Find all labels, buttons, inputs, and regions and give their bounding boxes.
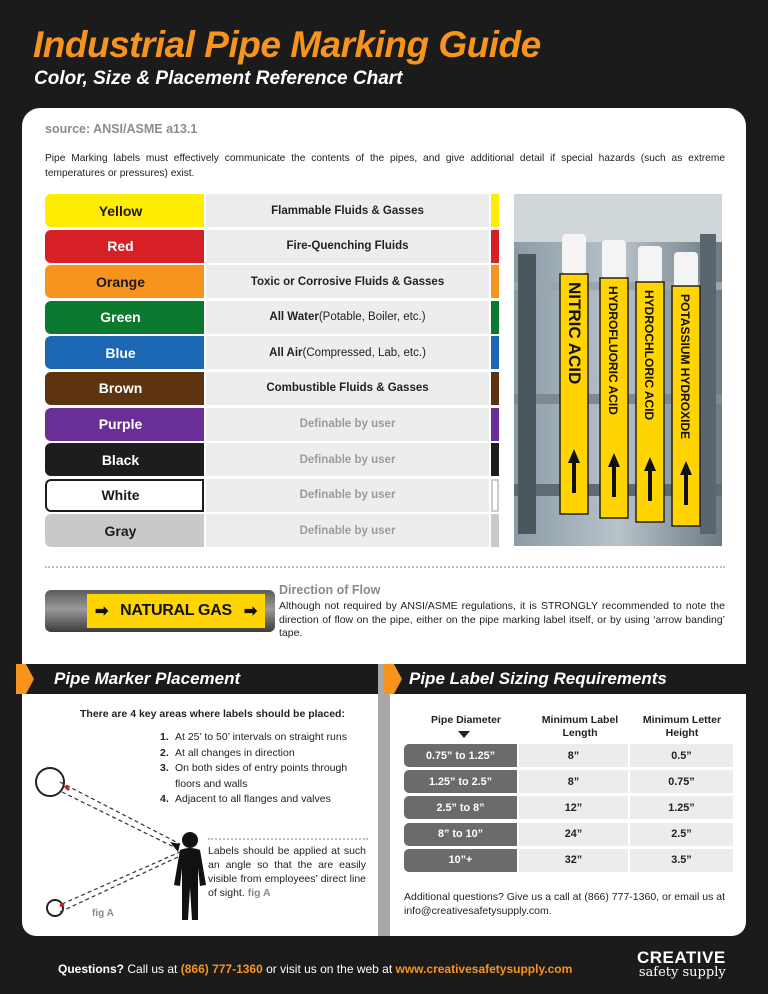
color-swatch: Yellow (45, 194, 204, 227)
placement-note: Labels should be applied at such an angle so that the are easily visible from employees’ direct line of sight. fig A (208, 845, 366, 899)
letter-height-cell: 2.5” (630, 823, 733, 846)
color-swatch: Purple (45, 408, 204, 441)
col-pipe-diameter: Pipe Diameter (430, 714, 502, 726)
color-row-white (45, 479, 499, 512)
fig-a-caption: fig A (92, 908, 114, 919)
color-description: Combustible Fluids & Gasses (206, 372, 489, 405)
color-swatch: Brown (45, 372, 204, 405)
color-row-green (45, 301, 499, 334)
color-description: All Air (Compressed, Lab, etc.) (206, 336, 489, 369)
source-citation: source: ANSI/ASME a13.1 (45, 122, 198, 136)
pipe-label-text: HYDROCHLORIC ACID (642, 290, 656, 421)
arrow-right-icon: ➡ (95, 603, 109, 620)
color-description: Definable by user (206, 443, 489, 476)
color-description: Toxic or Corrosive Fluids & Gasses (206, 265, 489, 298)
creative-safety-supply-logo: CREATIVE safety supply (637, 948, 726, 980)
placement-intro: There are 4 key areas where labels should be placed: (80, 708, 345, 720)
placement-header (22, 664, 378, 694)
pipe-label-text: NITRIC ACID (565, 282, 584, 385)
fig-a-reference: fig A (247, 887, 271, 899)
natural-gas-text: NATURAL GAS (120, 602, 232, 619)
placement-item: 4. Adjacent to all flanges and valves (160, 793, 331, 805)
page-subtitle: Color, Size & Placement Reference Chart (34, 68, 403, 89)
color-stub (491, 408, 499, 441)
pipe-circle-upper-icon (36, 768, 64, 796)
color-row-blue (45, 336, 499, 369)
orange-tab-icon (16, 664, 34, 694)
page-title: Industrial Pipe Marking Guide (33, 24, 541, 65)
pipe-label-text: POTASSIUM HYDROXIDE (678, 294, 692, 440)
color-description: Definable by user (206, 479, 489, 512)
color-reference-panel (22, 108, 746, 665)
label-length-cell: 12” (519, 796, 628, 819)
color-swatch: White (45, 479, 204, 512)
color-row-brown (45, 372, 499, 405)
color-row-orange (45, 265, 499, 298)
label-length-cell: 24” (519, 823, 628, 846)
pipe-diameter-cell: 10”+ (404, 849, 517, 872)
color-row-red (45, 230, 499, 263)
color-stub (491, 265, 499, 298)
label-length-cell: 8” (519, 744, 628, 767)
placement-item: 3. On both sides of entry points through floors and walls (160, 762, 348, 790)
color-stub (491, 230, 499, 263)
color-stub (491, 372, 499, 405)
flow-text: Although not required by ANSI/ASME regulations, it is STRONGLY recommended to note the direction of flow on the pipe, either on the pipe marking label itself, or by using ‘arrow banding’ tape. (279, 600, 725, 639)
color-swatch: Black (45, 443, 204, 476)
color-stub (491, 336, 499, 369)
person-silhouette-icon (170, 832, 206, 920)
footer-questions: Questions? (58, 962, 125, 976)
arrow-right-icon: ➡ (243, 603, 257, 620)
color-swatch: Green (45, 301, 204, 334)
sizing-section (390, 694, 746, 936)
color-swatch: Gray (45, 514, 204, 547)
pipe-diameter-cell: 1.25” to 2.5” (404, 770, 517, 793)
natural-gas-pipe (45, 590, 275, 632)
color-description: All Water (Potable, Boiler, etc.) (206, 301, 489, 334)
section-divider (45, 566, 725, 568)
note-divider (208, 838, 368, 840)
pipe-diameter-cell: 8” to 10” (404, 823, 517, 846)
flow-title: Direction of Flow (279, 583, 381, 597)
pipe-diameter-cell: 2.5” to 8” (404, 796, 517, 819)
color-swatch: Blue (45, 336, 204, 369)
pipe-photo-illustration (514, 194, 722, 546)
label-length-cell: 8” (519, 770, 628, 793)
color-stub (491, 479, 499, 512)
placement-item: 1. At 25’ to 50’ intervals on straight runs (160, 731, 347, 743)
color-description: Flammable Fluids & Gasses (206, 194, 489, 227)
placement-item: 2. At all changes in direction (160, 746, 295, 759)
color-description: Fire-Quenching Fluids (206, 230, 489, 263)
color-row-purple (45, 408, 499, 441)
color-swatch: Orange (45, 265, 204, 298)
pipe-label-text: HYDROFLUORIC ACID (606, 286, 620, 415)
natural-gas-label (87, 594, 265, 628)
line-of-sight-diagram (30, 760, 210, 930)
color-stub (491, 194, 499, 227)
footer-contact: Questions? Call us at (866) 777-1360 or visit us on the web at www.creativesafetysupply.com (58, 962, 573, 976)
color-code-table (45, 194, 499, 550)
color-description: Definable by user (206, 514, 489, 547)
sizing-header (390, 664, 746, 694)
footer-phone-link[interactable]: (866) 777-1360 (180, 962, 263, 976)
pipe-circle-lower-icon (47, 900, 63, 916)
color-row-gray (45, 514, 499, 547)
sizing-note: Additional questions? Give us a call at (866) 777-1360, or email us at info@creativesafetysupply.com. (404, 891, 726, 917)
sizing-heading: Pipe Label Sizing Requirements (409, 669, 667, 688)
caret-down-icon (458, 731, 470, 738)
color-stub (491, 514, 499, 547)
pipe-diameter-cell: 0.75” to 1.25” (404, 744, 517, 767)
color-stub (491, 301, 499, 334)
label-length-cell: 32” (519, 849, 628, 872)
color-row-yellow (45, 194, 499, 227)
col-min-label-length: Minimum Label Length (541, 714, 619, 739)
col-min-letter-height: Minimum Letter Height (642, 714, 722, 739)
letter-height-cell: 0.75” (630, 770, 733, 793)
color-row-black (45, 443, 499, 476)
letter-height-cell: 3.5” (630, 849, 733, 872)
orange-tab-icon (384, 664, 402, 694)
placement-heading: Pipe Marker Placement (54, 669, 241, 688)
pipe-photo (514, 194, 722, 546)
intro-text: Pipe Marking labels must effectively communicate the contents of the pipes, and give additional detail if special hazards (such as extreme temperatures or pressures) exist. (45, 153, 725, 179)
footer-website-link[interactable]: www.creativesafetysupply.com (395, 962, 573, 976)
letter-height-cell: 1.25” (630, 796, 733, 819)
placement-section (22, 694, 378, 936)
color-stub (491, 443, 499, 476)
color-description: Definable by user (206, 408, 489, 441)
column-divider (378, 664, 390, 936)
letter-height-cell: 0.5” (630, 744, 733, 767)
color-swatch: Red (45, 230, 204, 263)
